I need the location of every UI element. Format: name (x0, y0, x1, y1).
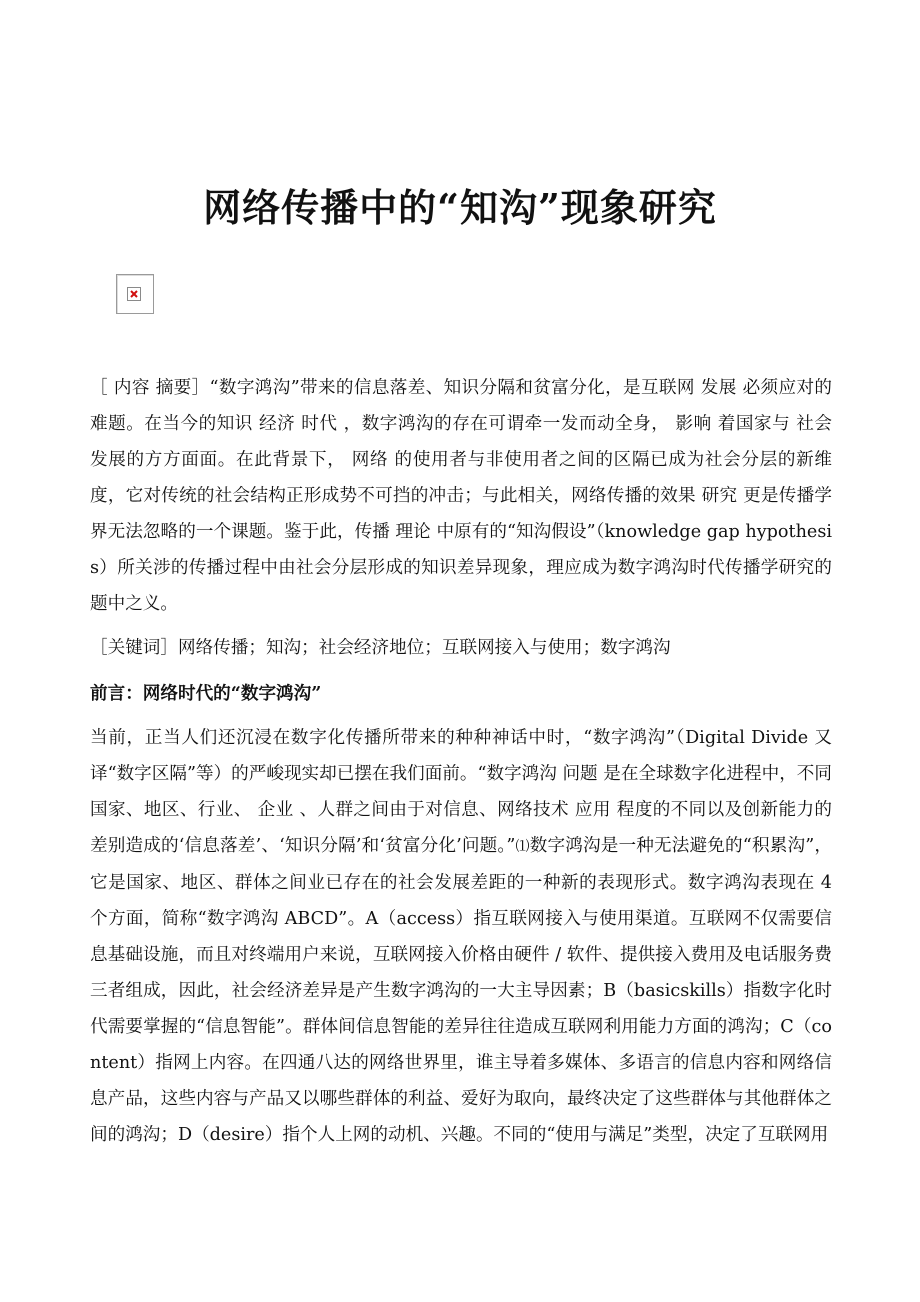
abstract-paragraph: ［ 内容 摘要］“数字鸿沟”带来的信息落差、知识分隔和贫富分化，是互联网 发展 必须应对的难题。在当今的知识 经济 时代 ，数字鸿沟的存在可谓牵一发而动全身， 影响 着国家与 社会 发展的方方面面。在此背景下， 网络 的使用者与非使用者之间的区隔已成为社会分层的新维度，它对传统的社会结构正形成势不可挡的冲击；与此相关，网络传播的效果 研究 更是传播学界无法忽略的一个课题。鉴于此，传播 理论 中原有的“知沟假设”（knowledge gap hypothesis）所关涉的传播过程中由社会分层形成的知识差异现象，理应成为数字鸿沟时代传播学研究的题中之义。 (90, 378, 832, 614)
page-title: 网络传播中的“知沟”现象研究 (203, 185, 717, 230)
body-paragraph (90, 720, 832, 1153)
footnote-marker: ⑴ (515, 839, 530, 855)
keywords-line: ［关键词］网络传播；知沟；社会经济地位；互联网接入与使用；数字鸿沟 (90, 638, 671, 658)
broken-image-placeholder (116, 274, 154, 314)
section-heading: 前言：网络时代的“数字鸿沟” (90, 683, 322, 704)
broken-image-icon (127, 287, 141, 301)
body-text-part1: 当前，正当人们还沉浸在数字化传播所带来的种种神话中时，“数字鸿沟”（Digital Divide 又译“数字区隔”等）的严峻现实却已摆在我们面前。“数字鸿沟 问题 是在全球数字化进程中，不同国家、地区、行业、 企业 、人群之间由于对信息、网络技术 应用 程度的不同以及创新能力的差别造成的‘信息落差’、‘知识分隔’和‘贫富分化’问题。” (90, 728, 832, 856)
body-text-part2: 数字鸿沟是一种无法避免的“积累沟”，它是国家、地区、群体之间业已存在的社会发展差距的一种新的表现形式。数字鸿沟表现在 4 个方面，简称“数字鸿沟 ABCD”。A（access）指互联网接入与使用渠道。互联网不仅需要信息基础设施，而且对终端用户来说，互联网接入价格由硬件 / 软件、提供接入费用及电话服务费三者组成，因此，社会经济差异是产生数字鸿沟的一大主导因素；B（basicskills）指数字化时代需要掌握的“信息智能”。群体间信息智能的差异往往造成互联网利用能力方面的鸿沟；C（content）指网上内容。在四通八达的网络世界里，谁主导着多媒体、多语言的信息内容和网络信息产品，这些内容与产品又以哪些群体的利益、爱好为取向，最终决定了这些群体与其他群体之间的鸿沟；D（desire）指个人上网的动机、兴趣。不同的“使用与满足”类型，决定了互联网用 (90, 836, 832, 1145)
